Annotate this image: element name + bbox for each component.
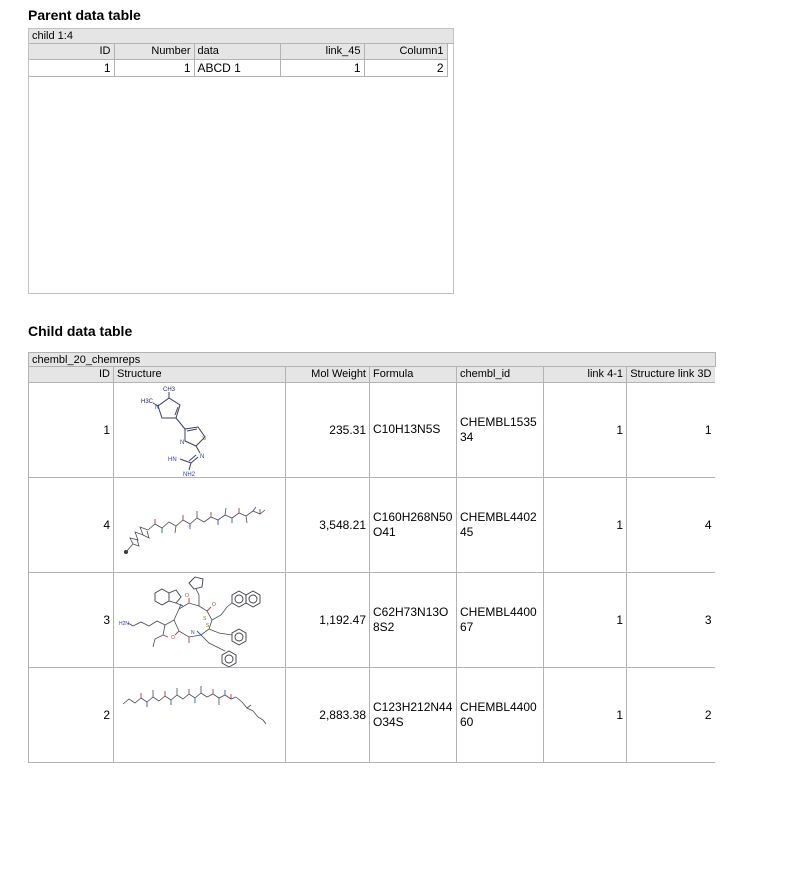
cell-chembl-id[interactable]: CHEMBL440067	[457, 572, 544, 667]
molecule-structure-icon	[117, 668, 286, 762]
molecule-structure-icon	[117, 383, 286, 477]
cell-data[interactable]: ABCD 1	[194, 59, 280, 76]
child-header-row	[29, 367, 715, 382]
cell-link-4-1[interactable]: 1	[544, 477, 627, 572]
parent-table	[29, 44, 448, 77]
svg-text:N: N	[191, 629, 195, 636]
svg-text:O: O	[171, 634, 175, 641]
cell-column1[interactable]: 2	[364, 59, 447, 76]
cell-link-45[interactable]: 1	[280, 59, 364, 76]
cell-id[interactable]: 1	[29, 382, 114, 477]
column-header-link-45[interactable]: link_45	[280, 44, 364, 59]
cell-structure[interactable]	[114, 477, 286, 572]
column-header-number[interactable]: Number	[114, 44, 194, 59]
table-row	[29, 667, 715, 762]
svg-text:S: S	[203, 615, 207, 622]
svg-text:S: S	[206, 622, 210, 629]
cell-formula[interactable]: C123H212N44O34S	[370, 667, 457, 762]
svg-text:O: O	[212, 601, 216, 608]
cell-structure[interactable]	[114, 667, 286, 762]
cell-structure-link-3d[interactable]: 3	[627, 572, 715, 667]
child-table	[28, 367, 715, 763]
cell-mol-weight[interactable]: 2,883.38	[286, 667, 370, 762]
child-table-name-bar[interactable]: chembl_20_chemreps	[28, 352, 716, 367]
parent-header-row	[29, 44, 447, 59]
child-section-title: Child data table	[28, 323, 133, 339]
cell-chembl-id[interactable]: CHEMBL440060	[457, 667, 544, 762]
svg-text:N: N	[200, 453, 205, 460]
svg-text:N: N	[155, 404, 160, 411]
cell-id[interactable]: 2	[29, 667, 114, 762]
table-row	[29, 572, 715, 667]
cell-structure[interactable]	[114, 382, 286, 477]
column-header-chembl-id[interactable]: chembl_id	[457, 367, 544, 382]
cell-structure-link-3d[interactable]: 1	[627, 382, 715, 477]
column-header-formula[interactable]: Formula	[370, 367, 457, 382]
cell-mol-weight[interactable]: 1,192.47	[286, 572, 370, 667]
table-row	[29, 59, 447, 76]
svg-text:S: S	[202, 435, 207, 442]
cell-formula[interactable]: C160H268N50O41	[370, 477, 457, 572]
cell-structure-link-3d[interactable]: 2	[704, 707, 712, 722]
child-data-table-panel	[28, 352, 716, 764]
cell-structure[interactable]	[114, 572, 286, 667]
cell-chembl-id[interactable]: CHEMBL153534	[457, 382, 544, 477]
parent-data-table-panel	[28, 28, 454, 294]
column-header-data[interactable]: data	[194, 44, 280, 59]
cell-structure-link-3d[interactable]: 4	[627, 477, 715, 572]
table-row	[29, 382, 715, 477]
cell-formula[interactable]: C62H73N13O8S2	[370, 572, 457, 667]
cell-id[interactable]: 4	[29, 477, 114, 572]
cell-chembl-id[interactable]: CHEMBL440245	[457, 477, 544, 572]
column-header-link-4-1[interactable]: link 4-1	[544, 367, 627, 382]
molecule-structure-icon	[117, 573, 286, 667]
cell-mol-weight[interactable]: 235.31	[286, 382, 370, 477]
cell-link-4-1[interactable]: 1	[544, 572, 627, 667]
cell-id[interactable]: 3	[29, 572, 114, 667]
column-header-mol-weight[interactable]: Mol Weight	[286, 367, 370, 382]
svg-text:CH3: CH3	[163, 386, 176, 393]
svg-text:N: N	[180, 439, 185, 446]
cell-link-4-1[interactable]: 1	[544, 382, 627, 477]
column-header-structure[interactable]: Structure	[114, 367, 286, 382]
svg-text:NH2: NH2	[183, 471, 196, 477]
column-header-structure-link-3d[interactable]: Structure link 3D	[627, 367, 715, 382]
column-header-id[interactable]: ID	[29, 44, 114, 59]
cell-formula[interactable]: C10H13N5S	[370, 382, 457, 477]
cell-number[interactable]: 1	[114, 59, 194, 76]
parent-table-name-bar[interactable]: child 1:4	[29, 29, 453, 44]
cell-link-4-1[interactable]: 1	[544, 667, 627, 762]
column-header-column1[interactable]: Column1	[364, 44, 447, 59]
molecule-structure-icon	[117, 478, 286, 572]
cell-id[interactable]: 1	[29, 59, 114, 76]
cell-mol-weight[interactable]: 3,548.21	[286, 477, 370, 572]
column-header-id[interactable]: ID	[29, 367, 114, 382]
svg-text:O: O	[185, 592, 189, 599]
parent-section-title: Parent data table	[28, 7, 141, 23]
svg-text:H3C: H3C	[141, 398, 154, 405]
svg-text:HN: HN	[168, 456, 177, 463]
svg-text:H2N: H2N	[119, 620, 130, 627]
table-row	[29, 477, 715, 572]
